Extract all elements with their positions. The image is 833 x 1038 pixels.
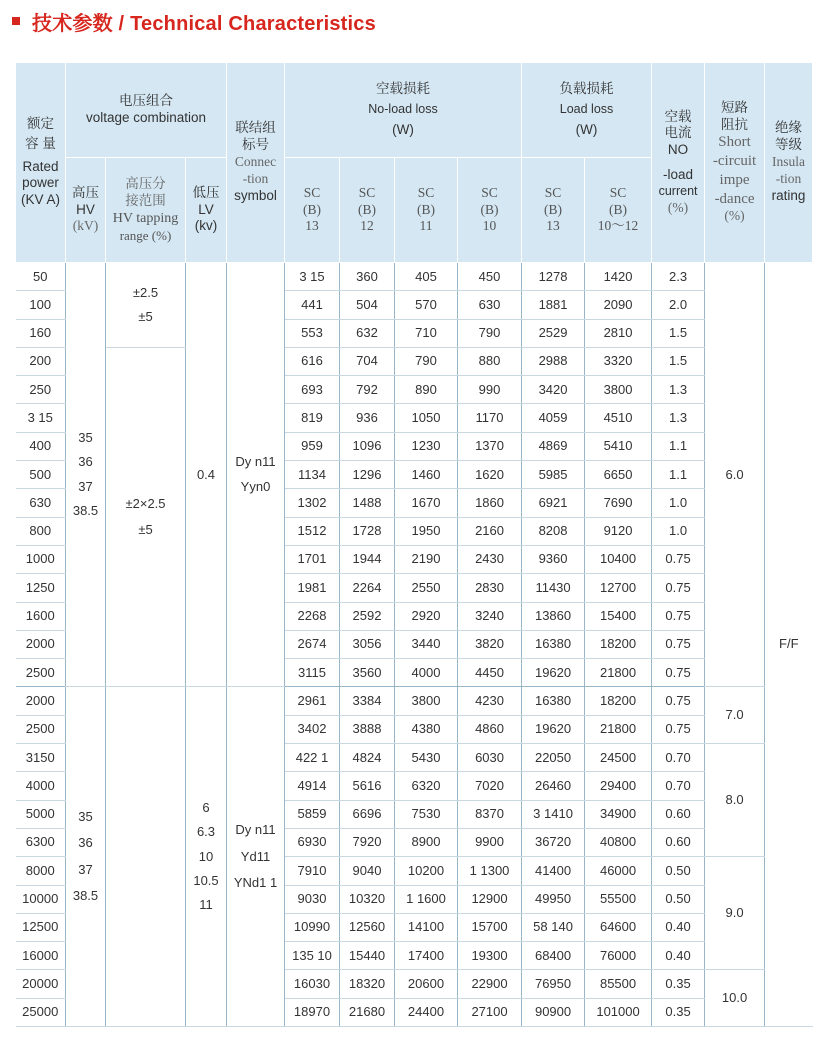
group-value: 0.4 (196, 466, 216, 482)
header-sc13-load: SC (B) 13 (522, 158, 585, 263)
cell-noload-current: 0.75 (652, 715, 705, 743)
cell-rated-power: 2500 (16, 715, 66, 743)
cell-noload-sc10: 12900 (458, 885, 522, 913)
cell-load-sc10-12: 18200 (585, 630, 652, 658)
cell-noload-sc13: 422 1 (285, 744, 340, 772)
cell-noload-current: 1.3 (652, 376, 705, 404)
cell-noload-current: 0.50 (652, 885, 705, 913)
cell-load-sc13: 2529 (522, 319, 585, 347)
cell-noload-sc13: 9030 (285, 885, 340, 913)
cell-load-sc13: 4869 (522, 432, 585, 460)
cell-noload-current: 0.60 (652, 800, 705, 828)
cell-rated-power: 10000 (16, 885, 66, 913)
group-value: YNd1 1 (233, 874, 278, 890)
cell-noload-current: 2.0 (652, 291, 705, 319)
cell-noload-sc11: 4000 (395, 659, 458, 687)
cell-rated-power: 1600 (16, 602, 66, 630)
cell-rated-power: 400 (16, 432, 66, 460)
cell-load-sc10-12: 3800 (585, 376, 652, 404)
cell-load-sc13: 6921 (522, 489, 585, 517)
cell-connection-group-1 (227, 263, 285, 687)
cell-load-sc10-12: 29400 (585, 772, 652, 800)
group-value: ±2×2.5 (125, 495, 166, 511)
cell-noload-sc13: 2674 (285, 630, 340, 658)
cell-noload-current: 1.5 (652, 319, 705, 347)
cell-noload-sc11: 17400 (395, 942, 458, 970)
cell-load-sc13: 4059 (522, 404, 585, 432)
cell-load-sc13: 19620 (522, 659, 585, 687)
cell-impedance: 6.0 (705, 263, 765, 687)
cell-noload-sc12: 7920 (340, 828, 395, 856)
cell-noload-sc10: 8370 (458, 800, 522, 828)
header-rated-power: 额定 容 量 Rated power (KV A) (16, 63, 66, 263)
table-row (16, 687, 813, 715)
group-value: 38.5 (72, 502, 99, 518)
cell-noload-current: 0.75 (652, 630, 705, 658)
cell-noload-sc13: 616 (285, 347, 340, 375)
cell-noload-sc10: 6030 (458, 744, 522, 772)
cell-load-sc13: 22050 (522, 744, 585, 772)
section-title-text: 技术参数 / Technical Characteristics (32, 12, 376, 35)
header-sc10-12-load: SC (B) 10～12 (585, 158, 652, 263)
cell-rated-power: 630 (16, 489, 66, 517)
cell-noload-sc11: 24400 (395, 998, 458, 1026)
cell-noload-sc13: 16030 (285, 970, 340, 998)
cell-noload-sc10: 4230 (458, 687, 522, 715)
cell-noload-sc11: 890 (395, 376, 458, 404)
cell-rated-power: 2000 (16, 687, 66, 715)
cell-noload-current: 0.35 (652, 998, 705, 1026)
table-row (16, 347, 813, 375)
cell-load-sc13: 3420 (522, 376, 585, 404)
cell-noload-current: 1.3 (652, 404, 705, 432)
cell-noload-sc13: 959 (285, 432, 340, 460)
cell-noload-sc13: 441 (285, 291, 340, 319)
header-hv-tapping: 高压分 接范围 HV tapping range (%) (106, 158, 186, 263)
cell-rated-power: 200 (16, 347, 66, 375)
cell-rated-power: 1250 (16, 574, 66, 602)
cell-load-sc13: 16380 (522, 630, 585, 658)
cell-noload-sc11: 20600 (395, 970, 458, 998)
cell-noload-sc12: 12560 (340, 913, 395, 941)
cell-noload-current: 0.40 (652, 913, 705, 941)
cell-noload-sc11: 1950 (395, 517, 458, 545)
group-value: Dy n11 (235, 822, 276, 838)
cell-load-sc13: 13860 (522, 602, 585, 630)
cell-noload-sc12: 2592 (340, 602, 395, 630)
cell-rated-power: 50 (16, 263, 66, 291)
cell-noload-sc10: 990 (458, 376, 522, 404)
cell-noload-sc10: 1170 (458, 404, 522, 432)
cell-noload-current: 1.1 (652, 461, 705, 489)
cell-load-sc10-12: 12700 (585, 574, 652, 602)
header-insulation: 绝缘 等级 Insula -tion rating (765, 63, 813, 263)
group-value: ±5 (138, 522, 153, 538)
cell-noload-current: 0.40 (652, 942, 705, 970)
cell-load-sc10-12: 24500 (585, 744, 652, 772)
cell-rated-power: 25000 (16, 998, 66, 1026)
cell-noload-sc12: 1944 (340, 545, 395, 573)
group-value: 37 (78, 861, 93, 877)
cell-noload-sc10: 9900 (458, 828, 522, 856)
header-sc12-noload: SC (B) 12 (340, 158, 395, 263)
group-value: 35 (78, 809, 93, 825)
cell-rated-power: 800 (16, 517, 66, 545)
cell-rated-power: 5000 (16, 800, 66, 828)
header-no-load-current: 空载 电流 NO -load current (%) (652, 63, 705, 263)
cell-noload-sc12: 1728 (340, 517, 395, 545)
cell-load-sc10-12: 1420 (585, 263, 652, 291)
cell-noload-current: 1.0 (652, 517, 705, 545)
cell-noload-sc10: 790 (458, 319, 522, 347)
cell-load-sc10-12: 9120 (585, 517, 652, 545)
cell-noload-sc11: 790 (395, 347, 458, 375)
cell-load-sc10-12: 6650 (585, 461, 652, 489)
cell-load-sc13: 36720 (522, 828, 585, 856)
group-value: 11 (199, 897, 213, 913)
group-value: Yyn0 (240, 478, 271, 494)
cell-noload-sc13: 2268 (285, 602, 340, 630)
cell-noload-sc12: 792 (340, 376, 395, 404)
cell-noload-sc12: 3384 (340, 687, 395, 715)
cell-load-sc10-12: 40800 (585, 828, 652, 856)
cell-noload-current: 1.0 (652, 489, 705, 517)
cell-load-sc13: 9360 (522, 545, 585, 573)
cell-lv-group-1 (186, 263, 227, 687)
cell-noload-sc12: 10320 (340, 885, 395, 913)
cell-noload-sc10: 4450 (458, 659, 522, 687)
cell-noload-sc10: 4860 (458, 715, 522, 743)
cell-noload-sc13: 3402 (285, 715, 340, 743)
cell-rated-power: 1000 (16, 545, 66, 573)
cell-noload-sc11: 1460 (395, 461, 458, 489)
cell-impedance: 9.0 (705, 857, 765, 970)
cell-load-sc10-12: 46000 (585, 857, 652, 885)
cell-noload-sc10: 1620 (458, 461, 522, 489)
cell-noload-sc11: 570 (395, 291, 458, 319)
cell-noload-current: 0.35 (652, 970, 705, 998)
cell-load-sc10-12: 7690 (585, 489, 652, 517)
cell-noload-current: 0.75 (652, 659, 705, 687)
cell-noload-sc13: 4914 (285, 772, 340, 800)
cell-noload-sc11: 5430 (395, 744, 458, 772)
cell-noload-sc10: 19300 (458, 942, 522, 970)
cell-noload-sc11: 14100 (395, 913, 458, 941)
cell-load-sc13: 1278 (522, 263, 585, 291)
cell-noload-sc11: 1230 (395, 432, 458, 460)
header-load-loss: 负载损耗 Load loss (W) (522, 63, 652, 158)
cell-load-sc13: 49950 (522, 885, 585, 913)
cell-noload-sc12: 15440 (340, 942, 395, 970)
cell-load-sc10-12: 2090 (585, 291, 652, 319)
group-value: 10 (198, 848, 214, 864)
cell-noload-sc10: 27100 (458, 998, 522, 1026)
cell-noload-current: 0.75 (652, 545, 705, 573)
cell-load-sc10-12: 21800 (585, 715, 652, 743)
cell-load-sc13: 76950 (522, 970, 585, 998)
cell-noload-sc13: 18970 (285, 998, 340, 1026)
cell-rated-power: 3 15 (16, 404, 66, 432)
group-value: ±5 (138, 308, 153, 324)
cell-noload-sc12: 4824 (340, 744, 395, 772)
cell-noload-sc10: 450 (458, 263, 522, 291)
cell-noload-sc10: 3820 (458, 630, 522, 658)
header-sc11-noload: SC (B) 11 (395, 158, 458, 263)
cell-noload-current: 1.5 (652, 347, 705, 375)
cell-noload-sc12: 3560 (340, 659, 395, 687)
cell-load-sc13: 26460 (522, 772, 585, 800)
cell-hv-tapping-b (106, 347, 186, 687)
cell-rated-power: 160 (16, 319, 66, 347)
cell-noload-sc13: 3 15 (285, 263, 340, 291)
cell-noload-sc10: 3240 (458, 602, 522, 630)
cell-noload-sc12: 632 (340, 319, 395, 347)
cell-rated-power: 20000 (16, 970, 66, 998)
cell-noload-current: 0.60 (652, 828, 705, 856)
cell-rated-power: 2500 (16, 659, 66, 687)
cell-noload-current: 0.75 (652, 687, 705, 715)
cell-noload-sc12: 6696 (340, 800, 395, 828)
group-value: 35 (78, 430, 93, 446)
header-lv: 低压 LV (kv) (186, 158, 227, 263)
cell-noload-sc13: 5859 (285, 800, 340, 828)
cell-noload-current: 0.50 (652, 857, 705, 885)
cell-noload-sc12: 21680 (340, 998, 395, 1026)
cell-noload-current: 0.70 (652, 744, 705, 772)
header-sc13-noload: SC (B) 13 (285, 158, 340, 263)
cell-noload-sc11: 4380 (395, 715, 458, 743)
cell-noload-sc11: 7530 (395, 800, 458, 828)
cell-noload-sc10: 15700 (458, 913, 522, 941)
cell-noload-sc10: 1 1300 (458, 857, 522, 885)
cell-noload-current: 0.75 (652, 574, 705, 602)
cell-noload-sc13: 6930 (285, 828, 340, 856)
cell-load-sc13: 11430 (522, 574, 585, 602)
cell-noload-sc10: 2430 (458, 545, 522, 573)
cell-noload-sc13: 693 (285, 376, 340, 404)
cell-load-sc13: 16380 (522, 687, 585, 715)
cell-noload-sc10: 22900 (458, 970, 522, 998)
cell-noload-sc11: 2190 (395, 545, 458, 573)
cell-noload-sc12: 1488 (340, 489, 395, 517)
group-value: Yd11 (240, 848, 271, 864)
header-sc10-noload: SC (B) 10 (458, 158, 522, 263)
cell-noload-sc12: 704 (340, 347, 395, 375)
cell-load-sc10-12: 21800 (585, 659, 652, 687)
cell-noload-sc11: 405 (395, 263, 458, 291)
cell-load-sc13: 3 1410 (522, 800, 585, 828)
cell-load-sc10-12: 5410 (585, 432, 652, 460)
cell-load-sc10-12: 85500 (585, 970, 652, 998)
cell-load-sc10-12: 10400 (585, 545, 652, 573)
cell-rated-power: 8000 (16, 857, 66, 885)
group-value: Dy n11 (235, 454, 276, 470)
cell-noload-sc10: 2830 (458, 574, 522, 602)
cell-noload-current: 0.75 (652, 602, 705, 630)
cell-hv-tapping-empty (106, 687, 186, 1027)
cell-noload-sc10: 1370 (458, 432, 522, 460)
group-value: 36 (78, 835, 93, 851)
cell-noload-sc10: 7020 (458, 772, 522, 800)
table-body (16, 263, 813, 1027)
cell-rated-power: 500 (16, 461, 66, 489)
group-value: 10.5 (193, 872, 219, 888)
cell-load-sc13: 19620 (522, 715, 585, 743)
cell-noload-sc13: 1302 (285, 489, 340, 517)
cell-noload-sc12: 936 (340, 404, 395, 432)
cell-impedance: 7.0 (705, 687, 765, 744)
cell-noload-sc13: 1134 (285, 461, 340, 489)
cell-noload-sc12: 504 (340, 291, 395, 319)
cell-noload-sc12: 18320 (340, 970, 395, 998)
cell-noload-sc11: 10200 (395, 857, 458, 885)
cell-rated-power: 4000 (16, 772, 66, 800)
group-value: ±2.5 (132, 284, 159, 300)
cell-noload-sc11: 1050 (395, 404, 458, 432)
cell-hv-group-2 (66, 687, 106, 1027)
cell-noload-current: 2.3 (652, 263, 705, 291)
cell-load-sc10-12: 2810 (585, 319, 652, 347)
table-row (16, 263, 813, 291)
cell-load-sc13: 8208 (522, 517, 585, 545)
cell-load-sc10-12: 4510 (585, 404, 652, 432)
technical-characteristics-table (15, 62, 813, 1027)
header-voltage-combination: 电压组合 voltage combination (66, 63, 227, 158)
cell-noload-sc10: 630 (458, 291, 522, 319)
cell-noload-sc13: 135 10 (285, 942, 340, 970)
cell-lv-group-2 (186, 687, 227, 1027)
cell-noload-sc11: 1 1600 (395, 885, 458, 913)
cell-noload-sc13: 1701 (285, 545, 340, 573)
cell-noload-sc12: 2264 (340, 574, 395, 602)
cell-load-sc13: 2988 (522, 347, 585, 375)
cell-hv-group-1 (66, 263, 106, 687)
cell-noload-sc10: 1860 (458, 489, 522, 517)
cell-noload-sc12: 360 (340, 263, 395, 291)
cell-noload-sc10: 880 (458, 347, 522, 375)
cell-load-sc10-12: 3320 (585, 347, 652, 375)
cell-rated-power: 12500 (16, 913, 66, 941)
cell-noload-sc11: 6320 (395, 772, 458, 800)
cell-rated-power: 250 (16, 376, 66, 404)
group-value: 36 (78, 454, 93, 470)
cell-noload-sc13: 2961 (285, 687, 340, 715)
cell-load-sc13: 1881 (522, 291, 585, 319)
cell-noload-sc12: 3056 (340, 630, 395, 658)
cell-noload-sc11: 8900 (395, 828, 458, 856)
header-no-load-loss: 空载损耗 No-load loss (W) (285, 63, 522, 158)
cell-noload-sc13: 7910 (285, 857, 340, 885)
cell-noload-sc11: 2920 (395, 602, 458, 630)
cell-load-sc13: 58 140 (522, 913, 585, 941)
cell-noload-sc11: 2550 (395, 574, 458, 602)
cell-connection-group-2 (227, 687, 285, 1027)
cell-noload-sc10: 2160 (458, 517, 522, 545)
cell-impedance: 8.0 (705, 744, 765, 857)
cell-load-sc13: 5985 (522, 461, 585, 489)
cell-noload-current: 0.70 (652, 772, 705, 800)
cell-noload-sc13: 553 (285, 319, 340, 347)
group-value: 37 (78, 478, 93, 494)
cell-noload-sc11: 1670 (395, 489, 458, 517)
cell-insulation: F/F (765, 263, 813, 1027)
cell-noload-current: 1.1 (652, 432, 705, 460)
cell-noload-sc12: 9040 (340, 857, 395, 885)
cell-noload-sc13: 3115 (285, 659, 340, 687)
cell-rated-power: 3150 (16, 744, 66, 772)
cell-noload-sc13: 1981 (285, 574, 340, 602)
cell-load-sc10-12: 55500 (585, 885, 652, 913)
cell-load-sc10-12: 34900 (585, 800, 652, 828)
cell-load-sc10-12: 15400 (585, 602, 652, 630)
table-header (16, 63, 813, 263)
cell-noload-sc11: 710 (395, 319, 458, 347)
cell-load-sc13: 90900 (522, 998, 585, 1026)
cell-rated-power: 16000 (16, 942, 66, 970)
cell-noload-sc12: 1096 (340, 432, 395, 460)
cell-load-sc10-12: 64600 (585, 913, 652, 941)
group-value: 6.3 (196, 824, 216, 840)
cell-noload-sc11: 3440 (395, 630, 458, 658)
cell-noload-sc13: 10990 (285, 913, 340, 941)
cell-load-sc13: 41400 (522, 857, 585, 885)
cell-noload-sc12: 1296 (340, 461, 395, 489)
cell-hv-tapping-a (106, 263, 186, 348)
cell-rated-power: 100 (16, 291, 66, 319)
header-short-circuit: 短路 阻抗 Short -circuit impe -dance (%) (705, 63, 765, 263)
cell-noload-sc12: 3888 (340, 715, 395, 743)
group-value: 38.5 (72, 887, 99, 903)
group-value: 6 (202, 800, 210, 816)
bullet-square-icon (12, 17, 20, 25)
cell-noload-sc13: 819 (285, 404, 340, 432)
cell-load-sc13: 68400 (522, 942, 585, 970)
cell-rated-power: 2000 (16, 630, 66, 658)
cell-noload-sc13: 1512 (285, 517, 340, 545)
header-hv: 高压 HV (kV) (66, 158, 106, 263)
header-connection: 联结组 标号 Connec -tion symbol (227, 63, 285, 263)
cell-impedance: 10.0 (705, 970, 765, 1027)
cell-load-sc10-12: 76000 (585, 942, 652, 970)
section-title (12, 9, 376, 33)
cell-load-sc10-12: 101000 (585, 998, 652, 1026)
cell-load-sc10-12: 18200 (585, 687, 652, 715)
cell-noload-sc11: 3800 (395, 687, 458, 715)
cell-rated-power: 6300 (16, 828, 66, 856)
cell-noload-sc12: 5616 (340, 772, 395, 800)
